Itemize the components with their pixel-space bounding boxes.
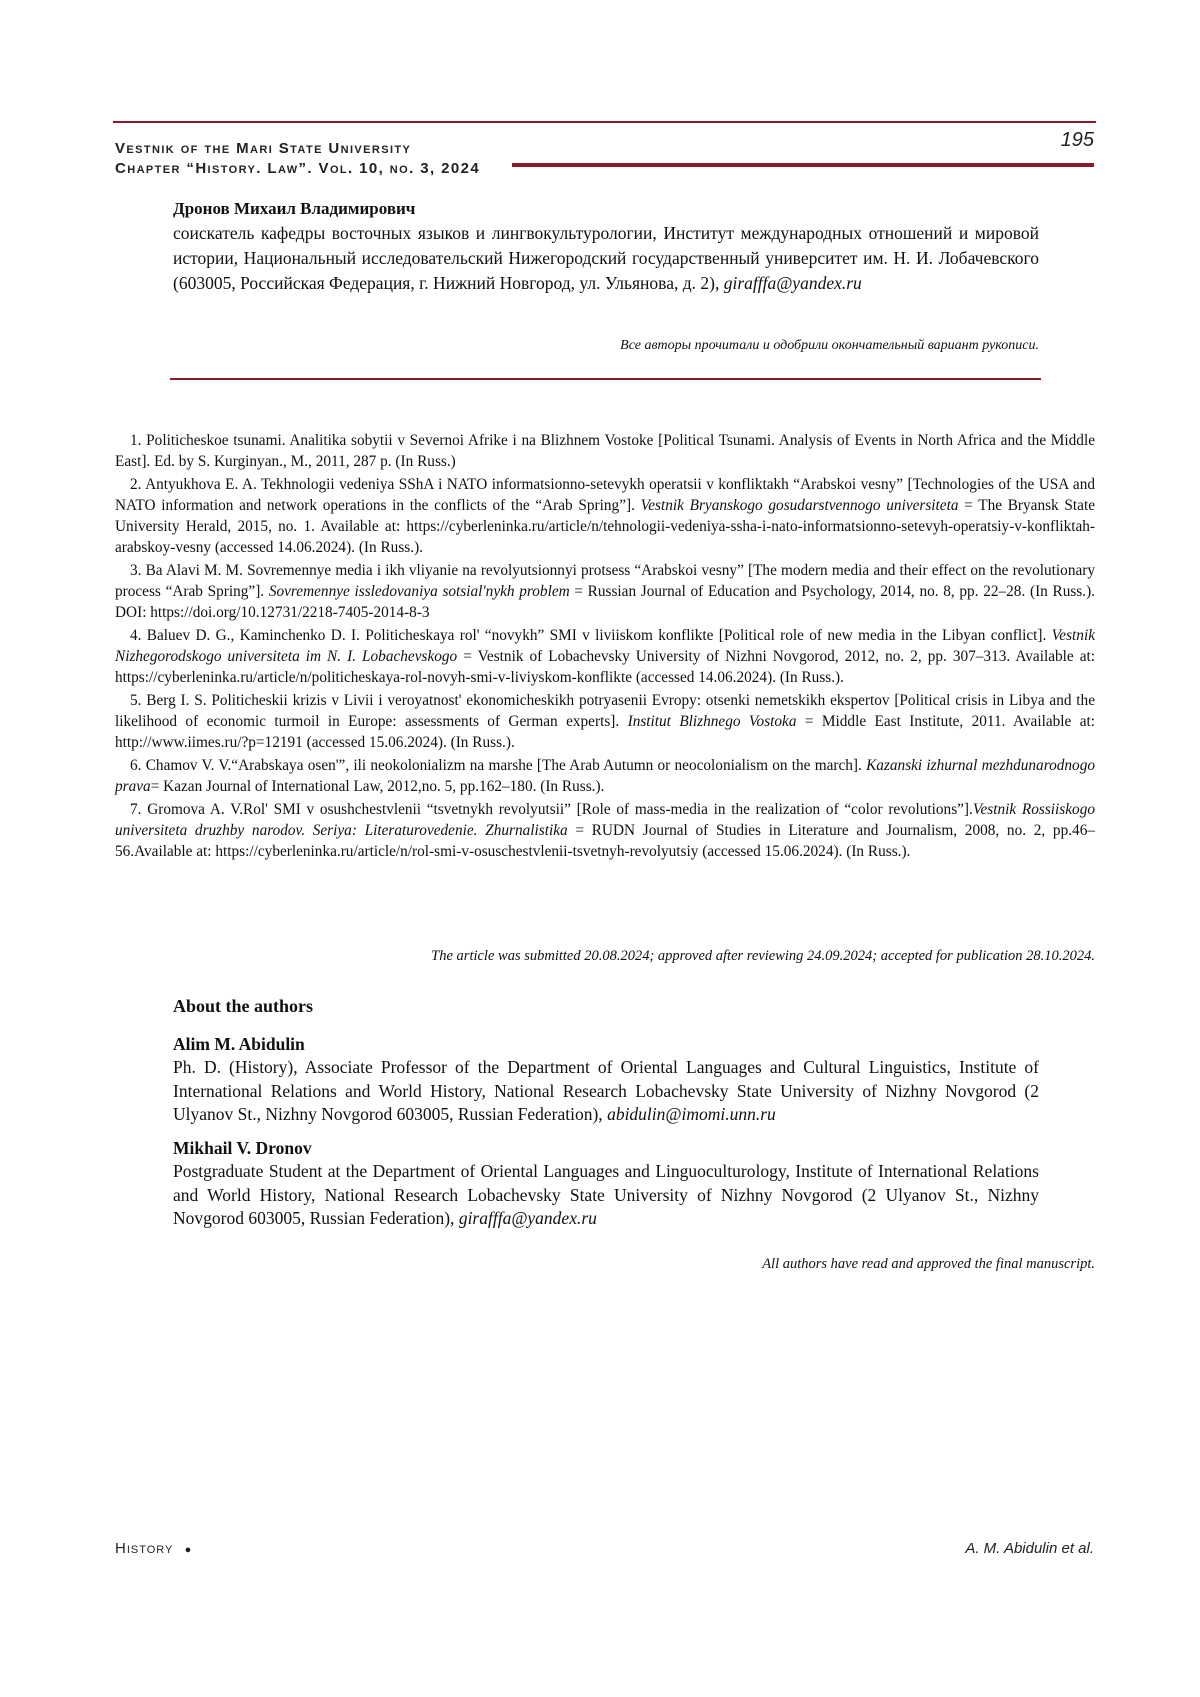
footer-section bbox=[115, 1540, 192, 1557]
journal-title: Vestnik of the Mari State University bbox=[115, 140, 412, 157]
ru-author-block bbox=[173, 196, 1039, 296]
author-email[interactable]: girafffa@yandex.ru bbox=[458, 1208, 597, 1228]
reference-item: 3. Ba Alavi M. M. Sovremennye media i ikh vliyanie na revolyutsionnyi protsess “Arabskoi vesny” [The modern media and their effect on the revolutionary process “Arab Spring”]. Sovremennye issledovaniya sotsial'nykh problem = Russian Journal of Education and Psychology, 2014, no. 8, pp. 22–28. (In Russ.). DOI: https://doi.org/10.12731/2218-7405-2014-8-3 bbox=[115, 562, 1095, 621]
author-description: Postgraduate Student at the Department of Oriental Languages and Linguoculturology, Institute of International Relations and World History, National Research Lobachevsky State University of Nizhny Novgorod (2 Ulyanov St., Nizhny Novgorod 603005, Russian Federation), girafffa@yandex.ru bbox=[173, 1161, 1039, 1228]
journal-issue: Chapter “History. Law”. Vol. 10, no. 3, 2024 bbox=[115, 160, 481, 177]
submission-dates-note: The article was submitted 20.08.2024; approved after reviewing 24.09.2024; accepted for publication 28.10.2024. bbox=[431, 948, 1095, 964]
reference-item: 5. Berg I. S. Politicheskii krizis v Livii i veroyatnost' ekonomicheskikh potryasenii Evropy: otsenki nemetskikh ekspertov [Political crisis in Libya and the likelihood of economic turmoil in Europe: assessments of German experts]. Institut Blizhnego Vostoka = Middle East Institute, 2011. Available at: http://www.iimes.ru/?p=12191 (accessed 15.06.2024). (In Russ.). bbox=[115, 692, 1096, 751]
ru-author-email[interactable]: girafffa@yandex.ru bbox=[723, 273, 862, 293]
final-approval-note: All authors have read and approved the final manuscript. bbox=[762, 1256, 1095, 1272]
reference-item: 4. Baluev D. G., Kaminchenko D. I. Politicheskaya rol' “novykh” SMI v liviiskom konflikte [Political role of new media in the Libyan conflict]. Vestnik Nizhegorodskogo universiteta im N. I. Lobachevskogo = Vestnik of Lobachevsky University of Nizhni Novgorod, 2012, no. 2, pp. 307–313. Available at: https://cyberleninka.ru/article/n/politicheskaya-rol-novyh-smi-v-liviyskom-konflikte (accessed 14.06.2024). (In Russ.). bbox=[115, 627, 1095, 686]
journal-header bbox=[115, 139, 480, 179]
author-email[interactable]: abidulin@imomi.unn.ru bbox=[607, 1104, 776, 1124]
section-divider bbox=[170, 378, 1041, 380]
ru-approval-note: Все авторы прочитали и одобрили окончательный вариант рукописи. bbox=[620, 338, 1039, 353]
about-authors-heading: About the authors bbox=[173, 996, 314, 1016]
reference-list bbox=[115, 430, 1095, 864]
about-authors-section bbox=[173, 995, 1039, 1241]
ru-author-affiliation: соискатель кафедры восточных языков и лингвокультурологии, Институт международных отношений и мировой истории, Национальный исследовательский Нижегородский государственный университет им. Н. И. Лобачевского (603005, Российская Федерация, г. Нижний Новгород, ул. Ульянова, д. 2), bbox=[173, 223, 1039, 293]
footer-authors: A. M. Abidulin et al. bbox=[965, 1540, 1094, 1557]
reference-item: 1. Politicheskoe tsunami. Analitika sobytii v Severnoi Afrike i na Blizhnem Vostoke [Political Tsunami. Analysis of Events in North Africa and the Middle East]. Ed. by S. Kurginyan., M., 2011, 287 p. (In Russ.) bbox=[115, 432, 1095, 470]
footer-section-label: History bbox=[115, 1540, 174, 1557]
author-name: Mikhail V. Dronov bbox=[173, 1137, 312, 1158]
ru-author-name: Дронов Михаил Владимирович bbox=[173, 199, 416, 218]
reference-item: 7. Gromova A. V.Rol' SMI v osushchestvlenii “tsvetnykh revolyutsii” [Role of mass-media in the realization of “color revolutions”].Vestnik Rossiiskogo universiteta druzhby narodov. Seriya: Literaturovedenie. Zhurnalistika = RUDN Journal of Studies in Literature and Journalism, 2008, no. 2, pp.46–56.Available at: https://cyberleninka.ru/article/n/rol-smi-v-osuschestvlenii-tsvetnyh-revolyutsiy (accessed 15.06.2024). (In Russ.). bbox=[115, 801, 1096, 860]
header-top-rule bbox=[113, 121, 1096, 123]
author-description: Ph. D. (History), Associate Professor of the Department of Oriental Languages and Cultural Linguistics, Institute of International Relations and World History, National Research Lobachevsky State University of Nizhny Novgorod (2 Ulyanov St., Nizhny Novgorod 603005, Russian Federation), abidulin@imomi.unn.ru bbox=[173, 1057, 1039, 1124]
bullet-icon: ● bbox=[184, 1544, 193, 1556]
reference-item: 2. Antyukhova E. A. Tekhnologii vedeniya SShA i NATO informatsionno-setevykh operatsii v konfliktakh “Arabskoi vesny” [Technologies of the USA and NATO information and network operations in the conflicts of the “Arab Spring”]. Vestnik Bryanskogo gosudarstvennogo universiteta = The Bryansk State University Herald, 2015, no. 1. Available at: https://cyberleninka.ru/article/n/tehnologii-vedeniya-ssha-i-nato-informatsionno-setevyh-operatsiy-v-konfliktah-arabskoy-vesny (accessed 14.06.2024). (In Russ.). bbox=[115, 476, 1095, 556]
author-name: Alim M. Abidulin bbox=[173, 1033, 305, 1054]
ru-author-description bbox=[173, 221, 1039, 296]
header-accent-bar bbox=[512, 163, 1094, 167]
page-number: 195 bbox=[1060, 129, 1094, 151]
reference-item: 6. Chamov V. V.“Arabskaya osen'”, ili neokolonializm na marshe [The Arab Autumn or neocolonialism on the march]. Kazanski izhurnal mezhdunarodnogo prava= Kazan Journal of International Law, 2012,no. 5, pp.162–180. (In Russ.). bbox=[115, 757, 1095, 795]
